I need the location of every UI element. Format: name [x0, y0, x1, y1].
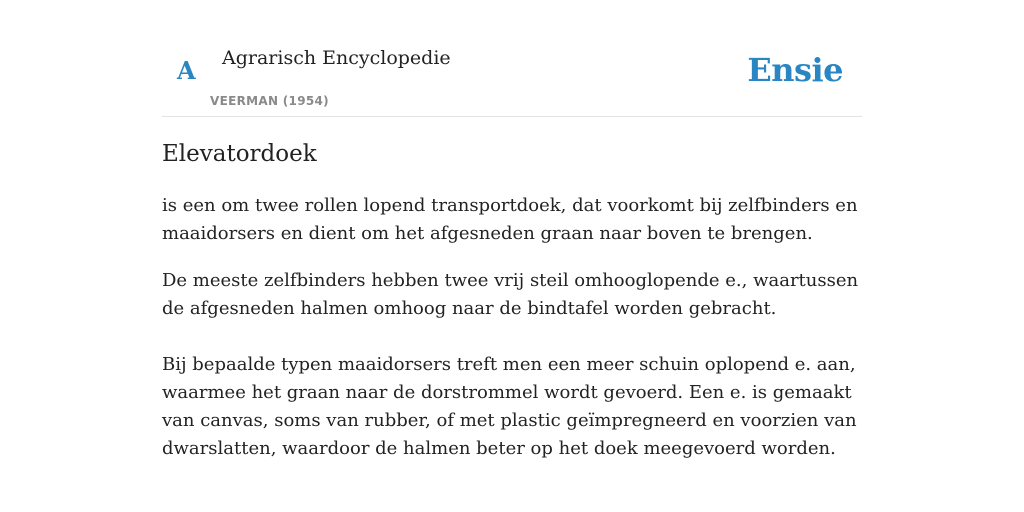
article	[162, 138, 862, 463]
article-paragraph: De meeste zelfbinders hebben twee vrij steil omhooglopende e., waartussen de afgesneden halmen omhoog naar de bindtafel worden gebracht.	[162, 270, 859, 319]
article-paragraph: Bij bepaalde typen maaidorsers treft men een meer schuin oplopend e. aan, waarmee het graan naar de dorstrommel wordt gevoerd. Een e. is gemaakt van canvas, soms van rubber, of met plastic geïmpregneerd en voorzien van dwarslatten, waardoor de halmen beter op het doek meegevoerd worden.	[162, 354, 857, 459]
header	[162, 0, 862, 117]
source-label: VEERMAN (1954)	[210, 94, 329, 108]
article-title: Elevatordoek	[162, 141, 317, 167]
encyclopedia-title-link[interactable]: Agrarisch Encyclopedie	[222, 47, 451, 69]
letter-index-link[interactable]: A	[177, 56, 196, 85]
ensie-logo-link[interactable]: Ensie	[747, 51, 843, 89]
article-paragraph: is een om twee rollen lopend transportdoek, dat voorkomt bij zelfbinders en maaidorsers en dient om het afgesneden graan naar boven te brengen.	[162, 195, 858, 244]
